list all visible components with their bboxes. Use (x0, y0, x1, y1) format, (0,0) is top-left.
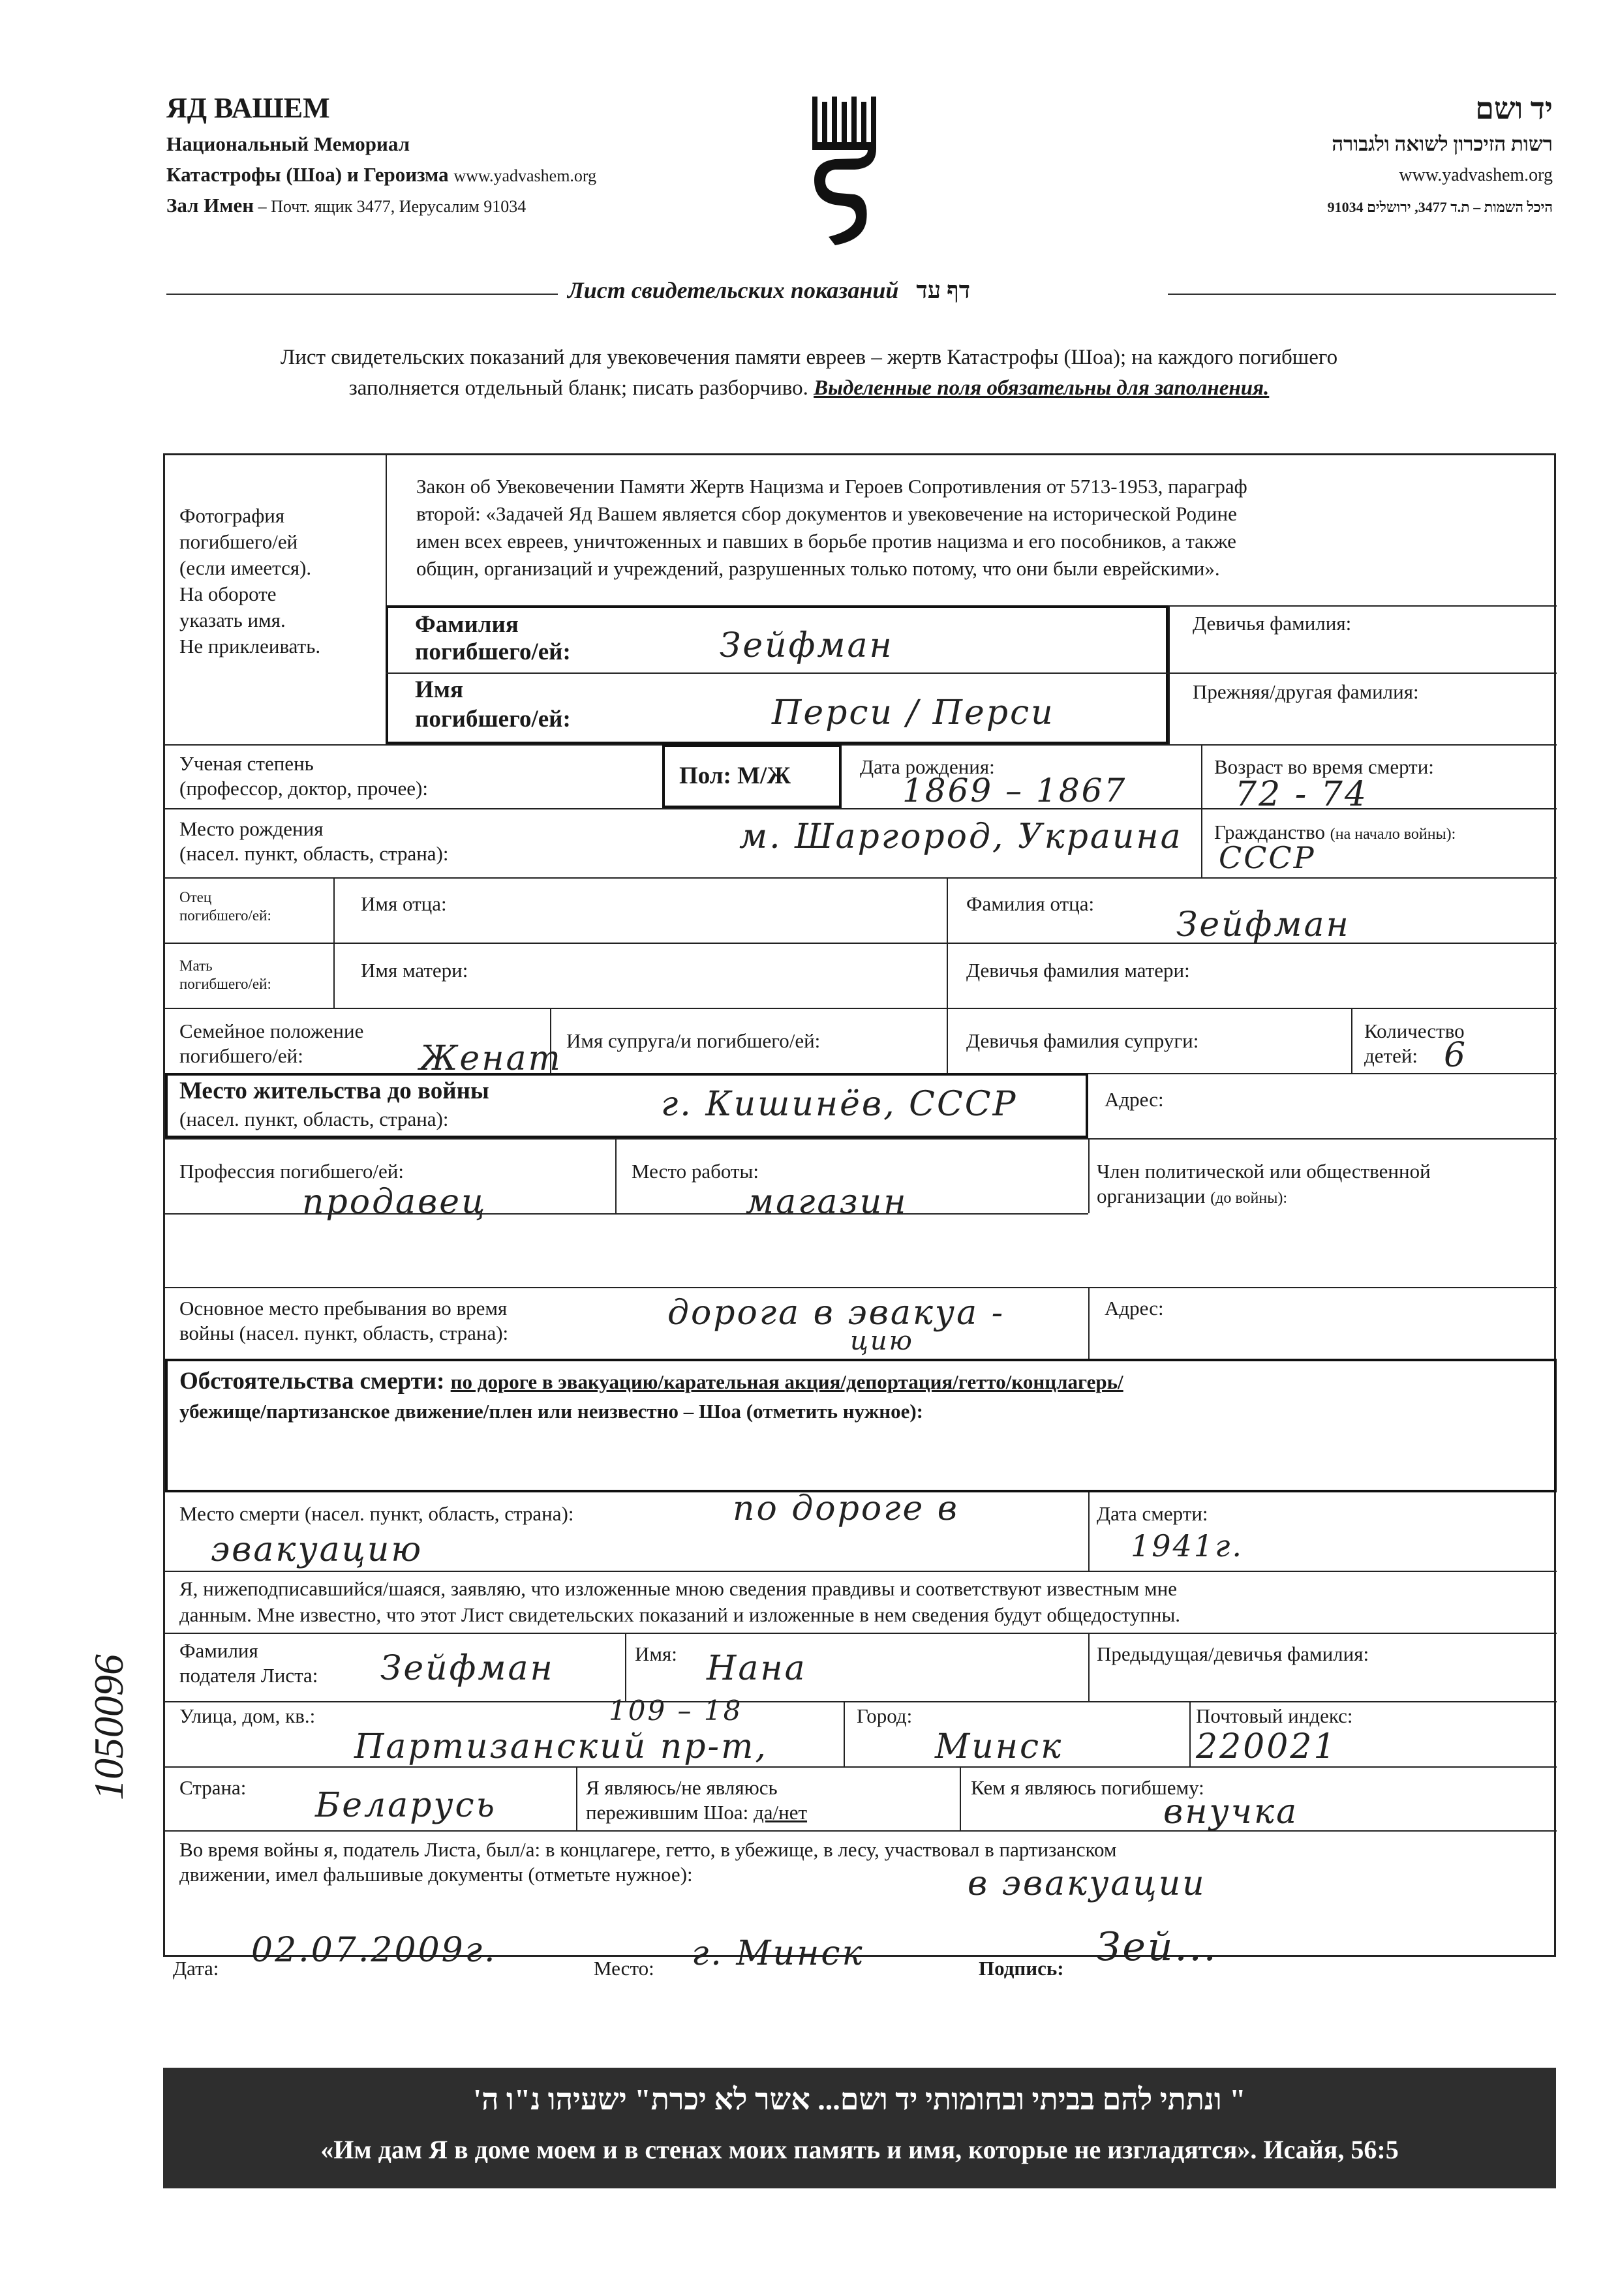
submitter-surname-field[interactable]: Зейфман (380, 1649, 555, 1688)
residence-field[interactable]: г. Кишинёв, СССР (661, 1085, 1018, 1124)
street-number-field[interactable]: 109 – 18 (609, 1695, 743, 1727)
photo-note-4: На обороте (179, 582, 277, 605)
org-line2-text: Катастрофы (Шоа) и Героизма (166, 163, 449, 186)
residence-label: Место жительства до войны (179, 1078, 489, 1104)
birth-label: Дата рождения: (860, 755, 995, 778)
surname-label-2: погибшего/ей: (415, 639, 571, 665)
mother-label-1: Мать (179, 958, 213, 974)
hall-name: Зал Имен (166, 194, 254, 217)
menorah-logo-icon (809, 97, 881, 247)
wartime-field-cont[interactable]: цию (850, 1326, 914, 1356)
intro-line2 (157, 373, 1461, 404)
children-label-1: Количество (1364, 1020, 1465, 1042)
signature-label: Подпись: (979, 1957, 1064, 1980)
mother-maiden-label: Девичья фамилия матери: (966, 959, 1190, 982)
place-label: Место: (594, 1957, 654, 1980)
children-label-2: детей: (1364, 1044, 1418, 1067)
hall-address: – Почт. ящик 3477, Иерусалим 91034 (254, 197, 527, 216)
degree-label-1: Ученая степень (179, 752, 314, 775)
country-field[interactable]: Беларусь (315, 1786, 496, 1825)
father-surname-field[interactable]: Зейфман (1176, 905, 1351, 944)
member-label-2 (1097, 1185, 1287, 1210)
form-title (568, 277, 970, 304)
birth-field[interactable]: 1869 – 1867 (902, 772, 1127, 809)
org-hall-ru (166, 194, 526, 217)
citizenship-note: (на начало войны): (1330, 826, 1456, 843)
relation-label: Кем я являюсь погибшему: (971, 1776, 1204, 1799)
photo-note-5: указать имя. (179, 609, 286, 631)
form-title-ru: Лист свидетельских показаний (568, 277, 899, 303)
intro-line1: Лист свидетельских показаний для увековечения памяти евреев – жертв Катастрофы (Шоа); на каждого погибшего (280, 346, 1338, 369)
degree-label-2: (профессор, доктор, прочее): (179, 777, 428, 800)
war-status-label-2: движении, имел фальшивые документы (отметьте нужное): (179, 1863, 693, 1886)
prev-surname-label: Прежняя/другая фамилия: (1193, 680, 1419, 703)
birthplace-label-1: Место рождения (179, 817, 324, 840)
circumstances-options-1[interactable]: по дороге в эвакуацию/карательная акция/депортация/гетто/концлагерь/ (450, 1370, 1123, 1393)
deathdate-field[interactable]: 1941г. (1131, 1528, 1244, 1563)
photo-note-2: погибшего/ей (179, 530, 298, 553)
survivor-label-2 (586, 1801, 807, 1824)
birthplace-label-2: (насел. пункт, область, страна): (179, 842, 449, 865)
org-line1-he: רשות הזיכרון לשואה ולגבורה (1332, 132, 1553, 155)
age-label: Возраст во время смерти: (1214, 755, 1434, 778)
law-text-1: Закон об Увековечении Памяти Жертв Нацизма и Героев Сопротивления от 5713-1953, параграф (416, 475, 1247, 498)
submitter-name-label: Имя: (635, 1642, 677, 1665)
wartime-field[interactable]: дорога в эвакуа - (667, 1293, 1005, 1333)
title-rule-left (166, 294, 558, 295)
mother-label-2: погибшего/ей: (179, 976, 271, 992)
form-title-he: דף עד (916, 277, 971, 303)
survivor-label-1: Я являюсь/не являюсь (586, 1776, 778, 1799)
father-name-label: Имя отца: (361, 892, 447, 915)
war-status-label-1: Во время войны я, податель Листа, был/а: в концлагере, гетто, в убежище, в лесу, участвовал в партизанском (179, 1838, 1117, 1861)
submitter-surname-label-2: подателя Листа: (179, 1664, 318, 1687)
name-label-1: Имя (415, 676, 463, 703)
country-label: Страна: (179, 1776, 247, 1799)
title-rule-right (1168, 294, 1556, 295)
law-text-2: второй: «Задачей Яд Вашем является сбор документов и увековечение на исторической Родине (416, 502, 1237, 525)
date-label: Дата: (173, 1957, 219, 1980)
footer-quote-he: " ונתתי להם בביתי ובחומותי יד ושם... אשר לא יכרת" ישעיהו נ"ו ה' (473, 2083, 1246, 2116)
profession-field[interactable]: продавец (302, 1183, 487, 1222)
war-status-field[interactable]: в эвакуации (968, 1864, 1206, 1903)
birthplace-field[interactable]: м. Шаргород, Украина (739, 817, 1183, 856)
footer-banner (163, 2068, 1556, 2188)
spouse-maiden-label: Девичья фамилия супруги: (966, 1029, 1199, 1052)
workplace-label: Место работы: (632, 1160, 759, 1183)
street-label: Улица, дом, кв.: (179, 1704, 316, 1727)
intro-line2-text: заполняется отдельный бланк; писать разборчиво. (348, 376, 808, 400)
relation-field[interactable]: внучка (1163, 1792, 1299, 1832)
city-field[interactable]: Минск (935, 1727, 1063, 1766)
circumstances-label (179, 1368, 1123, 1395)
intro-required-note: Выделенные поля обязательны для заполнения. (814, 376, 1270, 400)
org-name-ru: ЯД ВАШЕМ (166, 92, 330, 124)
deathplace-label: Место смерти (насел. пункт, область, страна): (179, 1502, 574, 1525)
spouse-name-label: Имя супруга/и погибшего/ей: (566, 1029, 821, 1052)
postal-field[interactable]: 220021 (1196, 1727, 1337, 1766)
father-surname-label: Фамилия отца: (966, 892, 1095, 915)
submitter-surname-label-1: Фамилия (179, 1639, 258, 1662)
father-label-1: Отец (179, 889, 212, 905)
wartime-label-2: войны (насел. пункт, область, страна): (179, 1322, 509, 1344)
member-label-1: Член политической или общественной (1097, 1160, 1431, 1183)
org-name-he: יד ושם (1475, 92, 1553, 125)
maiden-label: Девичья фамилия: (1193, 612, 1352, 635)
profession-label: Профессия погибшего/ей: (179, 1160, 404, 1183)
name-label-2: погибшего/ей: (415, 706, 571, 733)
surname-field[interactable]: Зейфман (720, 626, 894, 665)
circumstances-label-text: Обстоятельства смерти: (179, 1368, 445, 1395)
postal-label: Почтовый индекс: (1196, 1704, 1353, 1727)
marital-field[interactable]: Женат (420, 1039, 562, 1078)
deathdate-label: Дата смерти: (1097, 1502, 1208, 1525)
citizenship-field[interactable]: СССР (1219, 840, 1316, 875)
residence-note: (насел. пункт, область, страна): (179, 1108, 449, 1130)
org-url-ru[interactable]: www.yadvashem.org (453, 166, 597, 185)
address-label: Адрес: (1105, 1088, 1164, 1111)
submitter-name-field[interactable]: Нана (707, 1649, 807, 1688)
footer-quote-ru: «Им дам Я в доме моем и в стенах моих память и имя, которые не изгладятся». Исайя, 56:5 (320, 2135, 1399, 2164)
sex-field[interactable]: Пол: М/Ж (679, 763, 791, 789)
place-field[interactable]: г. Минск (692, 1934, 864, 1973)
deathplace-field[interactable]: по дороге в (733, 1489, 960, 1528)
city-label: Город: (857, 1704, 913, 1727)
street-field[interactable]: Партизанский пр-т, (354, 1727, 768, 1766)
marital-label-1: Семейное положение (179, 1020, 364, 1042)
deathplace-field-cont[interactable]: эвакуацию (211, 1530, 423, 1569)
citizenship-label-text: Гражданство (1214, 821, 1326, 843)
children-field[interactable]: 6 (1444, 1036, 1468, 1075)
workplace-field[interactable]: магазин (746, 1183, 908, 1222)
law-text-3: имен всех евреев, уничтоженных и павших в борьбе против нацизма и его пособников, а также (416, 530, 1236, 552)
org-url-he[interactable]: www.yadvashem.org (1399, 165, 1553, 185)
submitter-prev-label: Предыдущая/девичья фамилия: (1097, 1642, 1369, 1665)
org-line1-ru: Национальный Мемориал (166, 132, 410, 155)
photo-note-1: Фотография (179, 504, 285, 527)
survivor-label-2-text: пережившим Шоа: (586, 1801, 749, 1824)
declaration-2: данным. Мне известно, что этот Лист свидетельских показаний и изложенные в нем сведения будут общедоступны. (179, 1603, 1181, 1626)
circumstances-options-2[interactable]: убежище/партизанское движение/плен или неизвестно – Шоа (отметить нужное): (179, 1400, 923, 1423)
photo-note-3: (если имеется). (179, 556, 312, 579)
member-label-2-text: организации (1097, 1185, 1206, 1207)
father-label-2: погибшего/ей: (179, 907, 271, 924)
date-field[interactable]: 02.07.2009г. (251, 1931, 497, 1970)
member-note: (до войны): (1210, 1190, 1288, 1207)
declaration-1: Я, нижеподписавшийся/шаяся, заявляю, что изложенные мною сведения правдивы и соответствуют известным мне (179, 1577, 1177, 1600)
testimony-form (163, 453, 1556, 1957)
age-field[interactable]: 72 - 74 (1235, 775, 1368, 814)
marital-label-2: погибшего/ей: (179, 1044, 303, 1067)
org-line2-ru (166, 163, 596, 187)
mother-name-label: Имя матери: (361, 959, 468, 982)
address2-label: Адрес: (1105, 1297, 1164, 1320)
wartime-label-1: Основное место пребывания во время (179, 1297, 508, 1320)
photo-note-6: Не приклеивать. (179, 635, 321, 657)
archive-number: 1050096 (85, 1654, 132, 1800)
name-field[interactable]: Перси / Перси (772, 693, 1055, 733)
survivor-options[interactable]: да/нет (753, 1801, 808, 1824)
surname-label-1: Фамилия (415, 611, 519, 638)
org-address-he: היכל השמות – ת.ד 3477, ירושלים 91034 (1327, 199, 1553, 215)
law-text-4: общин, организаций и учреждений, разрушенных только потому, что они были еврейскими». (416, 557, 1220, 580)
signature-field[interactable]: Зей... (1096, 1924, 1218, 1970)
